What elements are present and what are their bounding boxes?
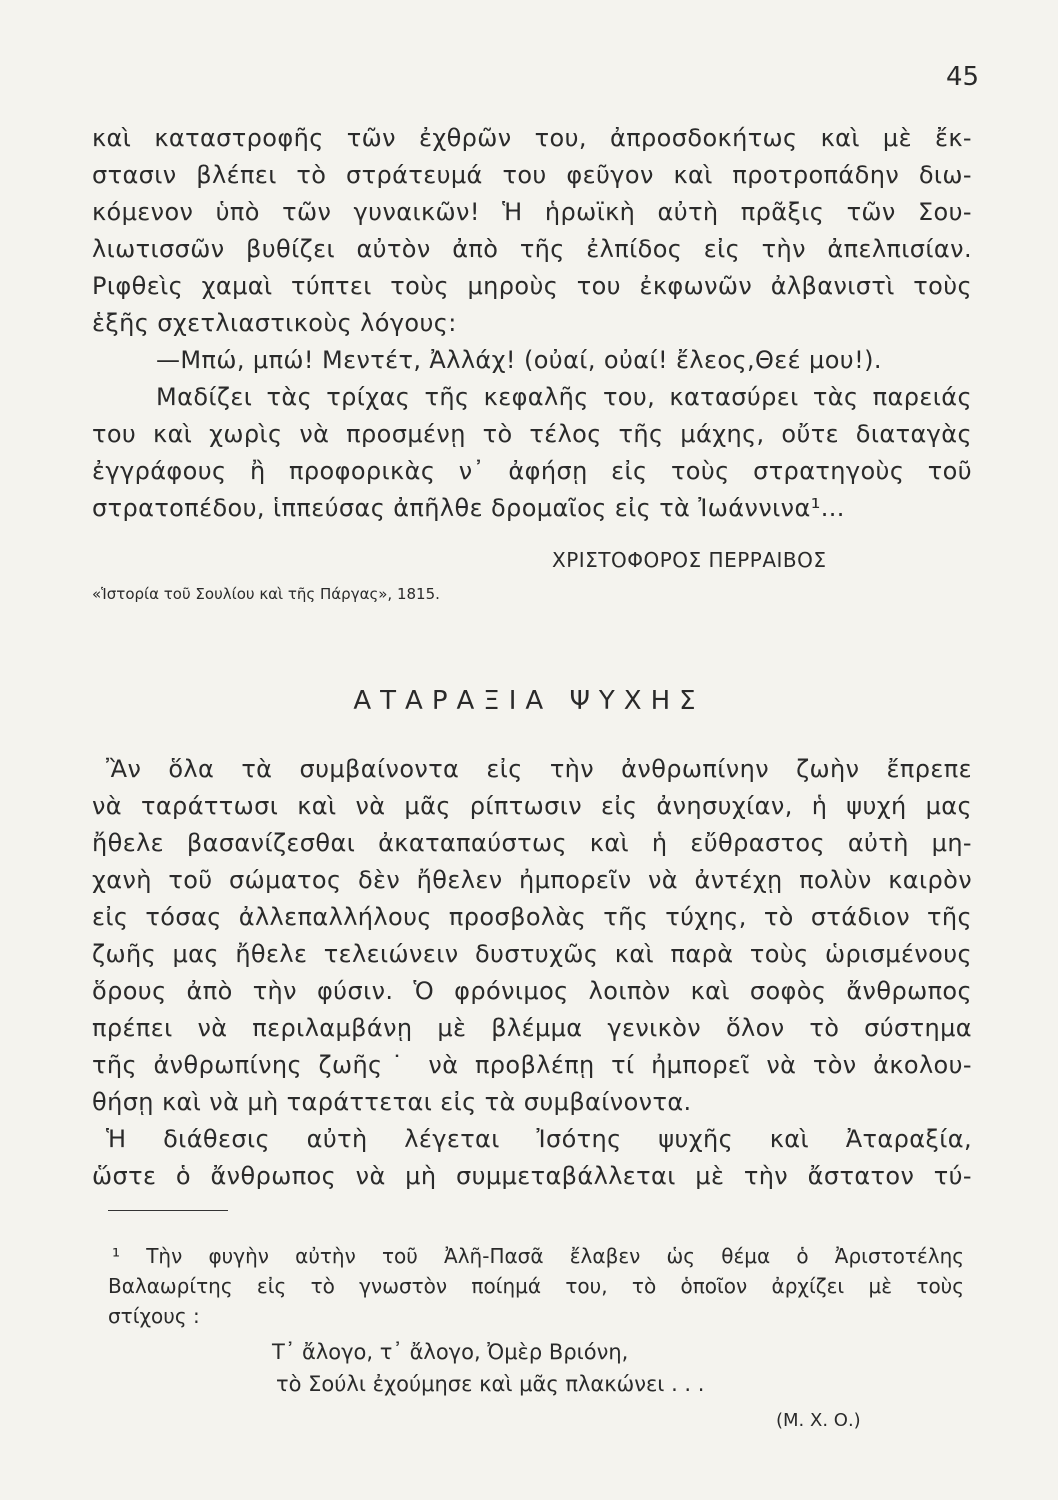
- footnote-verse-line: τὸ Σούλι ἐχούμησε καὶ μᾶς πλακώνει . . .: [276, 1372, 705, 1396]
- text-line: ἑξῆς σχετλιαστικοὺς λόγους:: [92, 309, 457, 337]
- text-line: κόμενον ὑπὸ τῶν γυναικῶν! Ἡ ἡρωϊκὴ αὐτὴ πρᾶξις τῶν Σου-: [92, 198, 972, 226]
- author-signature: ΧΡΙΣΤΟΦΟΡΟΣ ΠΕΡΡΑΙΒΟΣ: [552, 548, 827, 572]
- footnote-line: ¹ Τὴν φυγὴν αὐτὴν τοῦ Ἀλῆ-Πασᾶ ἔλαβεν ὡς θέμα ὁ Ἀριστοτέλης: [112, 1244, 964, 1268]
- text-line: εἰς τόσας ἀλλεπαλλήλους προσβολὰς τῆς τύχης, τὸ στάδιον τῆς: [92, 903, 972, 931]
- text-line: στασιν βλέπει τὸ στράτευμά του φεῦγον καὶ προτροπάδην διω-: [92, 161, 972, 189]
- text-line: ζωῆς μας ἤθελε τελειώνειν δυστυχῶς καὶ παρὰ τοὺς ὡρισμένους: [92, 940, 972, 968]
- text-line: ὅρους ἀπὸ τὴν φύσιν. Ὁ φρόνιμος λοιπὸν καὶ σοφὸς ἄνθρωπος: [92, 977, 972, 1005]
- text-line: νὰ ταράττωσι καὶ νὰ μᾶς ρίπτωσιν εἰς ἀνησυχίαν, ἡ ψυχή μας: [92, 792, 972, 820]
- text-line: χανὴ τοῦ σώματος δὲν ἤθελεν ἠμπορεῖν νὰ ἀντέχῃ πολὺν καιρὸν: [92, 866, 972, 894]
- text-line: θήσῃ καὶ νὰ μὴ ταράττεται εἰς τὰ συμβαίνοντα.: [92, 1088, 692, 1116]
- section-title: ΑΤΑΡΑΞΙΑ ΨΥΧΗΣ: [353, 686, 705, 716]
- text-line: καὶ καταστροφῆς τῶν ἐχθρῶν του, ἀπροσδοκήτως καὶ μὲ ἔκ-: [92, 124, 972, 152]
- footnote-initials: (Μ. Χ. Ο.): [776, 1410, 861, 1431]
- page-number: 45: [946, 62, 980, 92]
- text-line: ἐγγράφους ἢ προφορικὰς ν᾽ ἀφήσῃ εἰς τοὺς στρατηγοὺς τοῦ: [92, 457, 972, 485]
- footnote-line: στίχους :: [108, 1304, 200, 1328]
- text-line: του καὶ χωρὶς νὰ προσμένῃ τὸ τέλος τῆς μάχης, οὔτε διαταγὰς: [92, 420, 972, 448]
- text-line: τῆς ἀνθρωπίνης ζωῆς˙ νὰ προβλέπῃ τί ἠμπορεῖ νὰ τὸν ἀκολου-: [92, 1051, 972, 1079]
- text-line: στρατοπέδου, ἱππεύσας ἀπῆλθε δρομαῖος εἰς τὰ Ἰωάννινα¹...: [92, 494, 845, 522]
- text-line: ὥστε ὁ ἄνθρωπος νὰ μὴ συμμεταβάλλεται μὲ τὴν ἄστατον τύ-: [92, 1162, 972, 1190]
- source-citation: «Ἱστορία τοῦ Σουλίου καὶ τῆς Πάργας», 1815.: [92, 585, 440, 603]
- footnote-divider: [108, 1210, 228, 1211]
- text-line: ἤθελε βασανίζεσθαι ἀκαταπαύστως καὶ ἡ εὔθραστος αὐτὴ μη-: [92, 829, 972, 857]
- footnote-verse-line: Τ᾽ ἄλογο, τ᾽ ἄλογο, Ὀμὲρ Βριόνη,: [272, 1340, 629, 1364]
- text-line: Ριφθεὶς χαμαὶ τύπτει τοὺς μηροὺς του ἐκφωνῶν ἀλβανιστὶ τοὺς: [92, 272, 972, 300]
- text-line: Μαδίζει τὰς τρίχας τῆς κεφαλῆς του, κατασύρει τὰς παρειάς: [156, 383, 972, 411]
- text-line: πρέπει νὰ περιλαμβάνῃ μὲ βλέμμα γενικὸν ὅλον τὸ σύστημα: [92, 1014, 972, 1042]
- text-line: Ἡ διάθεσις αὐτὴ λέγεται Ἰσότης ψυχῆς καὶ Ἀταραξία,: [106, 1125, 972, 1153]
- text-line: λιωτισσῶν βυθίζει αὐτὸν ἀπὸ τῆς ἐλπίδος εἰς τὴν ἀπελπισίαν.: [92, 235, 972, 263]
- footnote-line: Βαλαωρίτης εἰς τὸ γνωστὸν ποίημά του, τὸ ὁποῖον ἀρχίζει μὲ τοὺς: [108, 1274, 964, 1298]
- text-line: Ἂν ὅλα τὰ συμβαίνοντα εἰς τὴν ἀνθρωπίνην ζωὴν ἔπρεπε: [106, 755, 972, 783]
- quote-line: —Μπώ, μπώ! Μεντέτ, Ἀλλάχ! (οὐαί, οὐαί! ἔλεος,Θεέ μου!).: [156, 346, 882, 374]
